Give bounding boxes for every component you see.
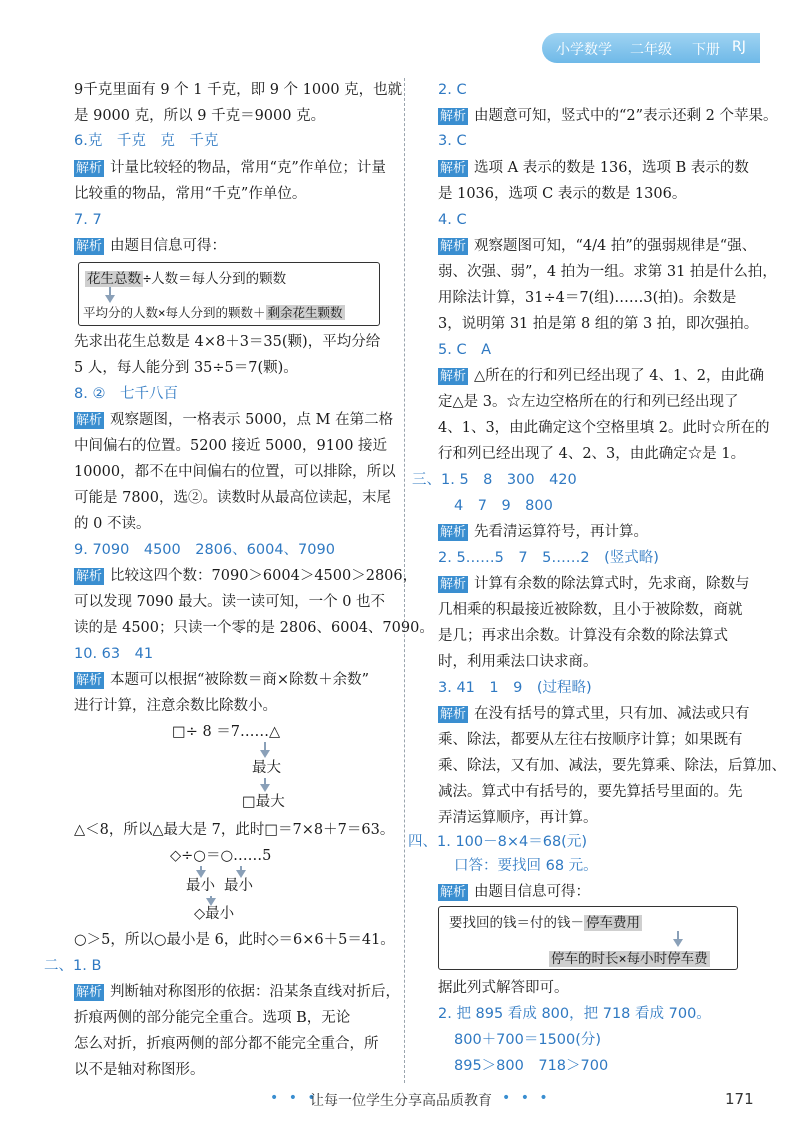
- explain-line: [438, 704, 750, 725]
- text-line: 10000，都不在中间偏右的位置，可以排除，所以: [74, 464, 396, 480]
- formula-box: [438, 906, 738, 970]
- page-number: 171: [725, 1090, 754, 1108]
- section3-answer-1a: 三、1. 5 8 300 420: [412, 472, 577, 488]
- text-line: 折痕两侧的部分能完全重合。选项 B，无论: [74, 1010, 351, 1026]
- text-line: 是 9000 克，所以 9 千克＝9000 克。: [74, 108, 326, 124]
- answer-9: 9. 7090 4500 2806、6004、7090: [74, 542, 335, 558]
- explain-line: [438, 106, 778, 127]
- highlight: 花生总数: [87, 271, 141, 287]
- section2-answer-1: 二、1. B: [44, 958, 102, 974]
- text-line: 4、1、3，由此确定这个空格里填 2。此时☆所在的: [438, 420, 770, 436]
- explain-line: [438, 522, 648, 543]
- formula-box: [78, 262, 380, 326]
- text: 在没有括号的算式里，只有加、减法或只有: [474, 706, 750, 722]
- jiexi-badge: 解析: [440, 707, 467, 722]
- text-line: 的 0 不读。: [74, 516, 151, 532]
- formula-top: [85, 267, 286, 287]
- text-line: 9千克里面有 9 个 1 千克，即 9 个 1000 克，也就: [74, 82, 403, 98]
- text-line: 行和列已经出现了 4、2、3，由此确定☆是 1。: [438, 446, 746, 462]
- answer-2: 2. C: [438, 82, 467, 98]
- jiexi-badge: 解析: [440, 577, 467, 592]
- diagram2-min3: ◇最小: [194, 906, 235, 922]
- footer-dots-left: • • •: [270, 1090, 319, 1106]
- text-line: 进行计算，注意余数比除数小。: [74, 698, 277, 714]
- calc-line: 895＞800 718＞700: [454, 1058, 609, 1074]
- text-line: 中间偏右的位置。5200 接近 5000，9100 接近: [74, 438, 388, 454]
- diagram1-max1: 最大: [252, 760, 281, 776]
- section4-answer-2: 2. 把 895 看成 800，把 718 看成 700。: [438, 1006, 711, 1022]
- text-line: 怎么对折，折痕两侧的部分都不能完全重合，所: [74, 1036, 379, 1052]
- header-edition: RJ: [732, 39, 746, 55]
- text-line: 据此列式解答即可。: [438, 980, 569, 996]
- text: 平均分的人数×每人分到的颗数＋: [83, 305, 266, 320]
- text-line: 弄清运算顺序，再计算。: [438, 810, 598, 826]
- jiexi-badge: 解析: [440, 885, 467, 900]
- text: 判断轴对称图形的依据：沿某条直线对折后，: [110, 984, 401, 1000]
- explain-line: [74, 236, 226, 257]
- header-grade: 二年级: [630, 42, 672, 58]
- explain-line: [74, 982, 400, 1003]
- text-line: 乘、除法，又有加、减法，要先算乘、除法，后算加、: [438, 758, 786, 774]
- highlight: 停车的时长×每小时停车费: [551, 951, 708, 967]
- formula-top: [449, 911, 642, 931]
- text: 观察题图可知，“4/4 拍”的强弱规律是“强、: [474, 238, 757, 254]
- diagram2-min1: 最小: [186, 878, 215, 894]
- header-volume: 下册: [692, 42, 720, 58]
- answer-4: 4. C: [438, 212, 467, 228]
- text-line: 可以发现 7090 最大。读一读可知，一个 0 也不: [74, 594, 386, 610]
- text-line: 可能是 7800，选②。读数时从最高位读起，末尾: [74, 490, 392, 506]
- text-line: 3，说明第 31 拍是第 8 组的第 3 拍，即次强拍。: [438, 316, 759, 332]
- down-arrow-icon: [105, 295, 115, 303]
- text: ÷人数＝每人分到的颗数: [143, 271, 287, 287]
- jiexi-badge: 解析: [76, 673, 103, 688]
- down-arrow-icon: [260, 784, 270, 792]
- explain-line: [438, 158, 749, 179]
- down-arrow-icon: [260, 750, 270, 758]
- text: 由题目信息可得：: [474, 884, 591, 900]
- explain-line: [74, 566, 417, 587]
- text: 由题意可知，竖式中的“2”表示还剩 2 个苹果。: [474, 108, 778, 124]
- jiexi-badge: 解析: [76, 413, 103, 428]
- text-line: 是 1036，选项 C 表示的数是 1306。: [438, 186, 687, 202]
- jiexi-badge: 解析: [440, 109, 467, 124]
- header-subject: 小学数学: [556, 42, 612, 58]
- diagram1-max2: □最大: [242, 794, 285, 810]
- section4-oral-answer: 口答：要找回 68 元。: [454, 858, 598, 874]
- text: 本题可以根据“被除数＝商×除数＋余数”: [110, 672, 369, 688]
- text-line: 读的是 4500；只读一个零的是 2806、6004、7090。: [74, 620, 434, 636]
- text-line: 定△是 3。☆左边空格所在的行和列已经出现了: [438, 394, 739, 410]
- text-line: 是几；再求出余数。计算没有余数的除法算式: [438, 628, 728, 644]
- footer-slogan: 让每一位学生分享高品质教育: [310, 1093, 492, 1109]
- explain-line: [438, 574, 750, 595]
- explain-line: [438, 236, 756, 257]
- header-tag: [542, 33, 760, 63]
- explain-line: [74, 158, 386, 179]
- text-line: 先求出花生总数是 4×8＋3＝35(颗)，平均分给: [74, 334, 381, 350]
- text-line: 5 人，每人能分到 35÷5＝7(颗)。: [74, 360, 298, 376]
- jiexi-badge: 解析: [76, 569, 103, 584]
- jiexi-badge: 解析: [440, 161, 467, 176]
- text: 观察题图，一格表示 5000，点 M 在第二格: [110, 412, 394, 428]
- jiexi-badge: 解析: [440, 239, 467, 254]
- highlight: 停车费用: [586, 915, 640, 931]
- text: 先看清运算符号，再计算。: [474, 524, 649, 540]
- section3-answer-3: 3. 41 1 9 (过程略): [438, 680, 592, 696]
- answer-7: 7. 7: [74, 212, 102, 228]
- jiexi-badge: 解析: [76, 985, 103, 1000]
- jiexi-badge: 解析: [440, 525, 467, 540]
- jiexi-badge: 解析: [76, 161, 103, 176]
- footer-dots-right: • • •: [502, 1090, 551, 1106]
- text-line: ○＞5，所以○最小是 6，此时◇＝6×6＋5＝41。: [74, 932, 395, 948]
- section3-answer-2: 2. 5……5 7 5……2 (竖式略): [438, 550, 659, 566]
- text-line: 比较重的物品，常用“千克”作单位。: [74, 186, 307, 202]
- explain-line: [74, 670, 369, 691]
- jiexi-badge: 解析: [76, 239, 103, 254]
- text-line: 弱、次强、弱”，4 拍为一组。求第 31 拍是什么拍，: [438, 264, 777, 280]
- text-line: 时，利用乘法口诀求商。: [438, 654, 598, 670]
- text: 要找回的钱＝付的钱－: [449, 915, 584, 931]
- text-line: 以不是轴对称图形。: [74, 1062, 205, 1078]
- text: 选项 A 表示的数是 136，选项 B 表示的数: [474, 160, 749, 176]
- diagram1-equation: □÷ 8 ＝7……△: [172, 724, 281, 740]
- text: 计量比较轻的物品，常用“克”作单位；计量: [110, 160, 386, 176]
- answer-3: 3. C: [438, 133, 467, 149]
- text-line: 乘、除法，都要从左往右按顺序计算；如果既有: [438, 732, 743, 748]
- jiexi-badge: 解析: [440, 369, 467, 384]
- diagram2-equation: ◇÷○＝○……5: [170, 848, 272, 864]
- text-line: 用除法计算，31÷4＝7(组)……3(拍)。余数是: [438, 290, 737, 306]
- highlight: 剩余花生颗数: [267, 305, 343, 320]
- diagram2-min2: 最小: [224, 878, 253, 894]
- section3-answer-1b: 4 7 9 800: [454, 498, 553, 514]
- formula-bottom: [549, 947, 710, 967]
- answer-10: 10. 63 41: [74, 646, 154, 662]
- answer-6: 6.克 千克 克 千克: [74, 133, 219, 149]
- text: 由题目信息可得：: [110, 238, 227, 254]
- text: 计算有余数的除法算式时，先求商，除数与: [474, 576, 750, 592]
- text-line: △＜8，所以△最大是 7，此时□＝7×8＋7＝63。: [74, 822, 395, 838]
- text: 比较这四个数：7090＞6004＞4500＞2806，: [110, 568, 418, 584]
- answer-8: 8. ② 七千八百: [74, 386, 178, 402]
- text: △所在的行和列已经出现了 4、1、2，由此确: [474, 368, 764, 384]
- explain-line: [438, 366, 764, 387]
- section4-answer-1: 四、1. 100－8×4＝68(元): [408, 834, 587, 850]
- text-line: 减法。算式中有括号的，要先算括号里面的。先: [438, 784, 743, 800]
- down-arrow-icon: [673, 939, 683, 947]
- explain-line: [438, 882, 590, 903]
- answer-5: 5. C A: [438, 342, 491, 358]
- text-line: 几相乘的积最接近被除数，且小于被除数，商就: [438, 602, 743, 618]
- explain-line: [74, 410, 393, 431]
- calc-line: 800＋700＝1500(分): [454, 1032, 602, 1048]
- formula-bottom: [83, 303, 345, 321]
